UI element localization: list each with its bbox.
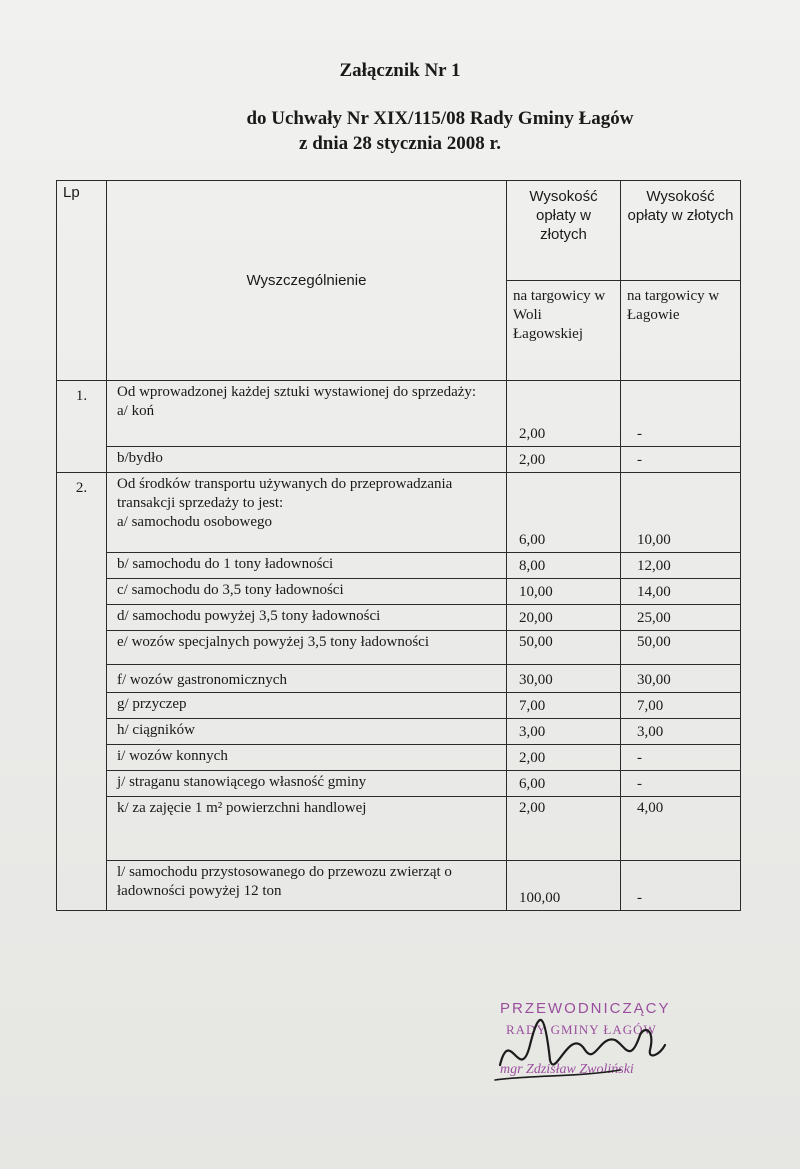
section1-item-a: a/ koń: [117, 403, 155, 419]
section2-item-k-v1: 2,00: [507, 797, 621, 861]
table-row: [57, 605, 741, 631]
section2-item-b: b/ samochodu do 1 tony ładowności: [107, 553, 507, 579]
market2-header: na targowicy w Łagowie: [621, 281, 741, 381]
section2-item-h: h/ ciągników: [107, 719, 507, 745]
table-header-row: [57, 181, 741, 281]
section2-item-f-v1: 30,00: [507, 665, 621, 693]
section1-item-a-v2: -: [621, 381, 741, 447]
fees-table: [56, 180, 741, 911]
section2-item-j: j/ straganu stanowiącego własność gminy: [107, 771, 507, 797]
section2-item-l: l/ samochodu przystosowanego do przewozu zwierząt o ładowności powyżej 12 ton: [107, 861, 507, 911]
section1-item-a-v1: 2,00: [507, 381, 621, 447]
section2-item-g-v2: 7,00: [621, 693, 741, 719]
section2-item-j-v2: -: [621, 771, 741, 797]
section1-item-b-v2: -: [621, 447, 741, 473]
table-row: [57, 631, 741, 665]
section2-item-g-v1: 7,00: [507, 693, 621, 719]
table-row: [57, 693, 741, 719]
col-desc-header: Wyszczególnienie: [107, 181, 507, 381]
section2-item-b-v2: 12,00: [621, 553, 741, 579]
section2-item-i-v2: -: [621, 745, 741, 771]
table-row: [57, 447, 741, 473]
section2-item-l-v2: -: [621, 861, 741, 911]
stamp-name: mgr Zdzisław Zwoliński: [500, 1062, 634, 1077]
table-row: [57, 861, 741, 911]
section2-cell: [107, 473, 507, 553]
section2-item-i-v1: 2,00: [507, 745, 621, 771]
table-row: [57, 579, 741, 605]
section2-item-k-v2: 4,00: [621, 797, 741, 861]
table-row: [57, 745, 741, 771]
section2-item-a-v1: 6,00: [507, 473, 621, 553]
table-row: [57, 553, 741, 579]
table-row: [57, 665, 741, 693]
section1-intro: Od wprowadzonej każdej sztuki wystawionej do sprzedaży:: [117, 384, 477, 400]
section2-item-b-v1: 8,00: [507, 553, 621, 579]
section2-item-e: e/ wozów specjalnych powyżej 3,5 tony ładowności: [107, 631, 507, 665]
section2-item-d: d/ samochodu powyżej 3,5 tony ładowności: [107, 605, 507, 631]
section2-item-a: a/ samochodu osobowego: [117, 514, 272, 530]
resolution-date: z dnia 28 stycznia 2008 r.: [299, 133, 501, 154]
table-row: [57, 797, 741, 861]
section2-lp: 2.: [57, 473, 107, 911]
table-row: [57, 473, 741, 553]
stamp-title: PRZEWODNICZĄCY: [500, 1000, 671, 1017]
section2-item-d-v1: 20,00: [507, 605, 621, 631]
official-stamp: [470, 1000, 730, 1110]
section2-intro: Od środków transportu używanych do przeprowadzania transakcji sprzedaży to jest:: [117, 476, 453, 511]
section2-item-k: k/ za zajęcie 1 m² powierzchni handlowej: [107, 797, 507, 861]
section2-item-e-v1: 50,00: [507, 631, 621, 665]
section2-item-c-v1: 10,00: [507, 579, 621, 605]
table-row: [57, 771, 741, 797]
section2-item-d-v2: 25,00: [621, 605, 741, 631]
market1-header: na targowicy w Woli Łagowskiej: [507, 281, 621, 381]
section2-item-c: c/ samochodu do 3,5 tony ładowności: [107, 579, 507, 605]
stamp-council: RADY GMINY ŁAGÓW: [506, 1022, 657, 1037]
signature-icon: [490, 1005, 690, 1095]
section2-item-g: g/ przyczep: [107, 693, 507, 719]
section2-item-f-v2: 30,00: [621, 665, 741, 693]
section2-item-f: f/ wozów gastronomicznych: [107, 665, 507, 693]
section2-item-i: i/ wozów konnych: [107, 745, 507, 771]
col-fee2-header: Wysokość opłaty w złotych: [621, 181, 741, 281]
col-fee1-header: Wysokość opłaty w złotych: [507, 181, 621, 281]
section1-lp: 1.: [57, 381, 107, 473]
section2-item-h-v2: 3,00: [621, 719, 741, 745]
section2-item-e-v2: 50,00: [621, 631, 741, 665]
section1-item-b-v1: 2,00: [507, 447, 621, 473]
section2-item-c-v2: 14,00: [621, 579, 741, 605]
resolution-title: do Uchwały Nr XIX/115/08 Rady Gminy Łagów: [246, 108, 634, 129]
col-lp-header: Lp: [57, 181, 107, 381]
section1-cell: [107, 381, 507, 447]
table-row: [57, 719, 741, 745]
section2-item-a-v2: 10,00: [621, 473, 741, 553]
section2-item-j-v1: 6,00: [507, 771, 621, 797]
attachment-title: Załącznik Nr 1: [339, 60, 461, 81]
section2-item-l-v1: 100,00: [507, 861, 621, 911]
table-row: [57, 381, 741, 447]
section2-item-h-v1: 3,00: [507, 719, 621, 745]
section1-item-b: b/bydło: [107, 447, 507, 473]
